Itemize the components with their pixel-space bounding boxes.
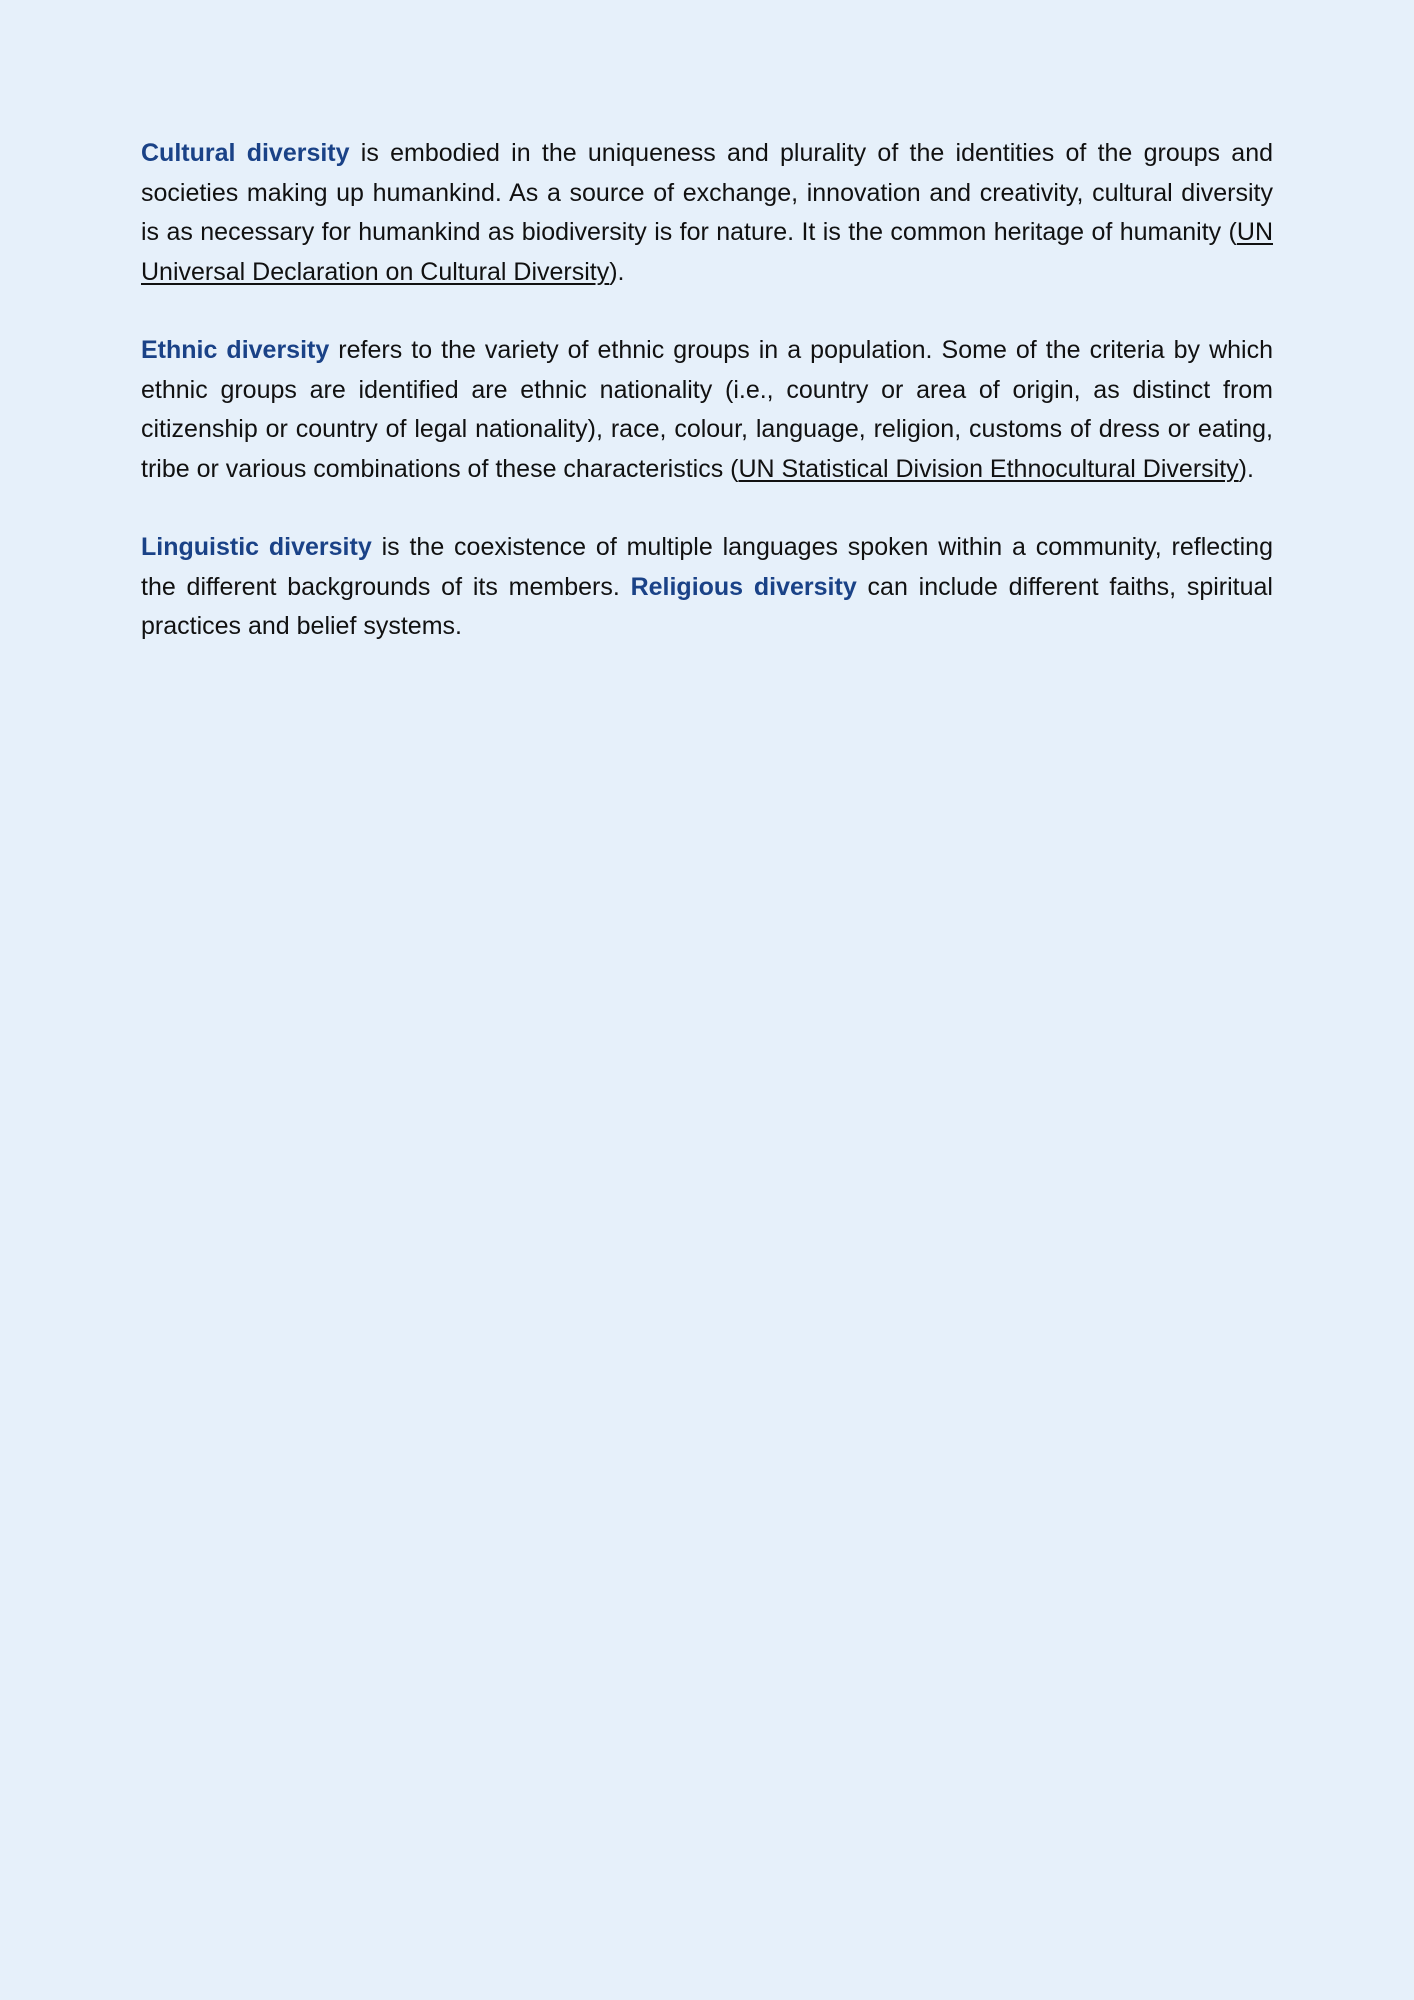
- paragraph-text: refers to the variety of ethnic groups in a population. Some of the criteria by which ethnic groups are identified are ethnic nationality (i.e., country or area of origin, as distinct from citizenship or country of legal nationality), race, colour, language, religion, customs of dress or eating, tribe or various combinations of these characteristics (: [141, 336, 1273, 483]
- term-religious-diversity: Religious diversity: [630, 572, 857, 601]
- paragraph-linguistic-diversity: [141, 528, 1273, 647]
- term-cultural-diversity: Cultural diversity: [141, 139, 350, 167]
- paragraph-text: is embodied in the uniqueness and plurality of the identities of the groups and societies making up humankind. As a source of exchange, innovation and creativity, cultural diversity is as necessary for humankind as biodiversity is for nature. It is the common heritage of humanity (: [141, 139, 1273, 246]
- paragraph-text: is the coexistence of multiple languages spoken within a community, reflecting the different backgrounds of its members.: [141, 533, 1273, 601]
- paragraph-tail: ).: [1238, 454, 1254, 483]
- link-un-statistical-division[interactable]: UN Statistical Division Ethnocultural Diversity: [738, 454, 1239, 483]
- paragraph-tail: ).: [609, 257, 625, 286]
- paragraph-cultural-diversity: [141, 134, 1273, 292]
- paragraph-ethnic-diversity: [141, 331, 1273, 489]
- term-ethnic-diversity: Ethnic diversity: [141, 336, 330, 364]
- paragraph-text-2: can include different faiths, spiritual practices and belief systems.: [141, 572, 1273, 640]
- term-linguistic-diversity: Linguistic diversity: [141, 533, 372, 561]
- link-un-universal-declaration[interactable]: UN Universal Declaration on Cultural Diversity: [141, 218, 1273, 286]
